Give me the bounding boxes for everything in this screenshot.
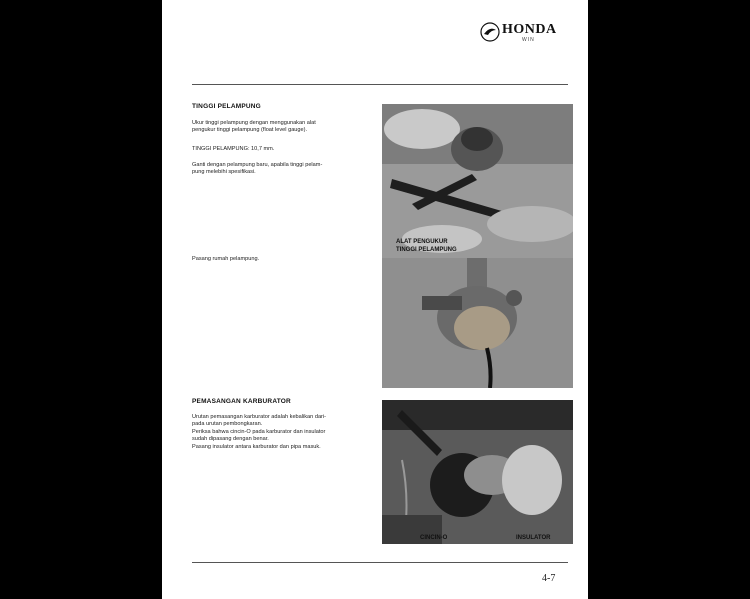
caption-insulator: INSULATOR (516, 535, 551, 541)
caption-gauge: ALAT PENGUKUR TINGGI PELAMPUNG (396, 239, 457, 253)
float-measure-text: Ukur tinggi pelampung dengan menggunakan alat pengukur tinggi pelampung (float level gauge). (192, 120, 316, 134)
photo-carb-install (382, 400, 573, 544)
photo-float-chamber (382, 258, 573, 388)
float-replace-text: Ganti dengan pelampung baru, apabila tinggi pelam- pung melebihi spesifikasi. (192, 162, 323, 176)
section-title-carb-install: PEMASANGAN KARBURATOR (192, 398, 291, 405)
brand-name: HONDA (502, 22, 557, 37)
honda-logo (480, 22, 572, 46)
section-title-float-height: TINGGI PELAMPUNG (192, 103, 261, 110)
top-divider (192, 84, 568, 85)
bottom-divider (192, 562, 568, 563)
honda-wing-icon (480, 22, 500, 42)
brand-sub: WIN (522, 37, 535, 43)
manual-page (162, 0, 588, 599)
install-float-chamber-text: Pasang rumah pelampung. (192, 256, 260, 262)
photo-float-gauge (382, 104, 573, 258)
page-number: 4-7 (542, 573, 556, 584)
carb-install-text: Urutan pemasangan karburator adalah kebalikan dari- pada urutan pembongkaran. Periksa bahwa cincin-O pada karburator dan insulator sudah dipasang dengan benar. Pasang insulator antara karburator dan pipa masuk. (192, 414, 327, 450)
caption-oring: CINCIN-O (420, 535, 448, 541)
float-height-spec: TINGGI PELAMPUNG: 10,7 mm. (192, 146, 275, 152)
